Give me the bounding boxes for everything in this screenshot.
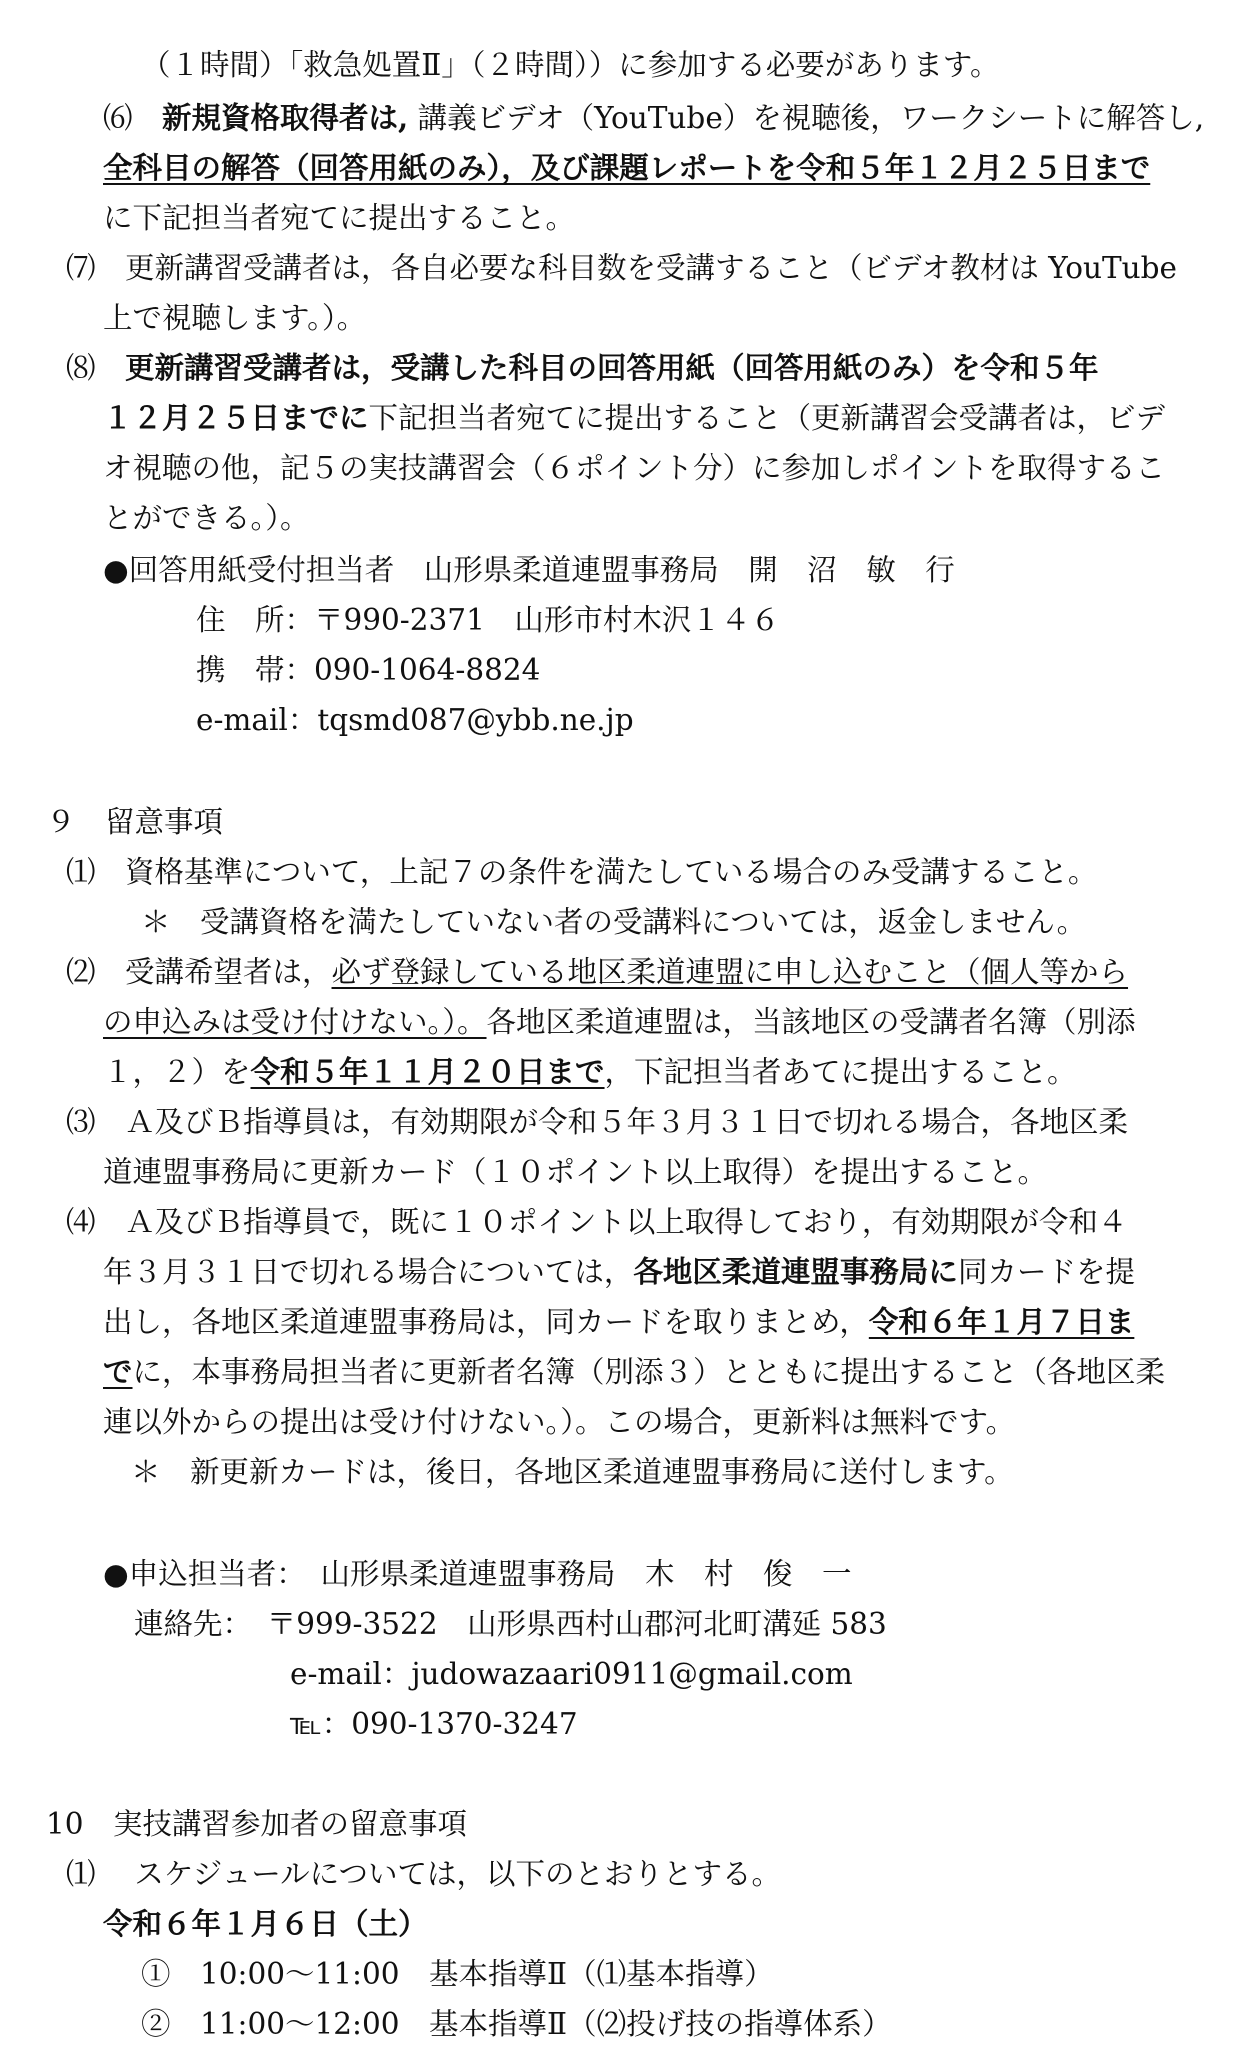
item-number: ⑹	[103, 101, 163, 135]
text-line: 上で視聴します。）。	[103, 301, 367, 335]
contact-phone: 携 帯：090-1064-8824	[196, 653, 541, 687]
text-line	[103, 1002, 1136, 1042]
item-number: ⑻	[66, 351, 126, 385]
underlined-text: 必ず登録している地区柔道連盟に申し込むこと（個人等から	[331, 955, 1129, 989]
text: 出し，各地区柔道連盟事務局は，同カードを取りまとめ，	[103, 1305, 869, 1339]
text: 下記担当者宛てに提出すること（更新講習会受講者は，ビデ	[368, 401, 1166, 435]
bold-deadline: １２月２５日までに	[103, 400, 369, 435]
note-line: ＊ 新更新カードは，後日，各地区柔道連盟事務局に送付します。	[131, 1455, 1014, 1489]
text: ⑵ 受講希望者は，	[66, 955, 332, 989]
item-1-line: ⑴ スケジュールについては，以下のとおりとする。	[66, 1857, 782, 1891]
schedule-item: ② 11:00～12:00 基本指導Ⅱ（⑵投げ技の指導体系）	[141, 2007, 892, 2041]
text-line: 連以外からの提出は受け付けない。）。この場合，更新料は無料です。	[103, 1405, 1016, 1439]
bold-deadline: 令和６年１月７日ま	[868, 1304, 1135, 1339]
underlined-deadline: 全科目の解答（回答用紙のみ），及び課題レポートを令和５年１２月２５日まで	[103, 150, 1151, 185]
bold-deadline: 令和５年１１月２０日まで	[250, 1054, 605, 1089]
text-line	[103, 1352, 1165, 1392]
item-2-line	[66, 952, 1128, 992]
text: 年３月３１日で切れる場合については，	[103, 1255, 634, 1289]
text-line: オ視聴の他，記５の実技講習会（６ポイント分）に参加しポイントを取得するこ	[103, 451, 1166, 485]
item-1-line: ⑴ 資格基準について，上記７の条件を満たしている場合のみ受講すること。	[66, 855, 1098, 889]
item-8-line	[66, 348, 1099, 388]
text: ，下記担当者あてに提出すること。	[604, 1055, 1077, 1089]
applicant-contact-email: e-mail：judowazaari0911@gmail.com	[290, 1657, 853, 1691]
schedule-date: 令和６年１月６日（土）	[103, 1906, 428, 1941]
text-line: （１時間）「救急処置Ⅱ」（２時間））に参加する必要があります。	[141, 48, 1000, 82]
text-line: 道連盟事務局に更新カード（１０ポイント以上取得）を提出すること。	[103, 1155, 1048, 1189]
bold-text: 新規資格取得者は,	[162, 100, 409, 135]
text: に，本事務局担当者に更新者名簿（別添３）とともに提出すること（各地区柔	[132, 1355, 1166, 1389]
text-line	[103, 398, 1165, 438]
item-4-line: ⑷ Ａ及びＢ指導員で，既に１０ポイント以上取得しており，有効期限が令和４	[66, 1205, 1128, 1239]
contact-heading: ●回答用紙受付担当者 山形県柔道連盟事務局 開 沼 敏 行	[103, 553, 955, 587]
applicant-contact-phone: ℡：090-1370-3247	[290, 1707, 578, 1741]
schedule-item: ① 10:00～11:00 基本指導Ⅱ（⑴基本指導）	[141, 1957, 774, 1991]
text: 同カードを提	[957, 1255, 1135, 1289]
applicant-contact-heading: ●申込担当者： 山形県柔道連盟事務局 木 村 俊 一	[103, 1557, 852, 1591]
text: 各地区柔道連盟は，当該地区の受講者名簿（別添	[486, 1005, 1136, 1039]
text: 講義ビデオ（YouTube）を視聴後，ワークシートに解答し,	[408, 101, 1205, 135]
text-line	[103, 1252, 1135, 1292]
contact-email: e-mail：tqsmd087@ybb.ne.jp	[196, 703, 634, 737]
bold-deadline: で	[103, 1354, 133, 1389]
text-line	[103, 1302, 1134, 1342]
section-heading: ９ 留意事項	[46, 805, 224, 839]
item-6-line	[103, 98, 1204, 138]
bold-text: 更新講習受講者は，受講した科目の回答用紙（回答用紙のみ）を令和５年	[125, 350, 1099, 385]
item-3-line: ⑶ Ａ及びＢ指導員は，有効期限が令和５年３月３１日で切れる場合，各地区柔	[66, 1105, 1129, 1139]
text-line	[103, 1052, 1077, 1092]
text-line: に下記担当者宛てに提出すること。	[103, 201, 576, 235]
section-heading: 10 実技講習参加者の留意事項	[46, 1807, 468, 1841]
bold-text: 各地区柔道連盟事務局に	[633, 1254, 958, 1289]
note-line: ＊ 受講資格を満たしていない者の受講料については，返金しません。	[141, 905, 1087, 939]
underlined-text: の申込みは受け付けない。）。	[103, 1005, 487, 1039]
applicant-contact-address: 連絡先： 〒999-3522 山形県西村山郡河北町溝延 583	[134, 1607, 887, 1641]
item-7-line: ⑺ 更新講習受講者は，各自必要な科目数を受講すること（ビデオ教材は YouTube	[66, 251, 1177, 285]
contact-address: 住 所：〒990-2371 山形市村木沢１４６	[196, 603, 780, 637]
text-line: とができる。）。	[103, 501, 310, 535]
text: １，２）を	[103, 1055, 251, 1089]
